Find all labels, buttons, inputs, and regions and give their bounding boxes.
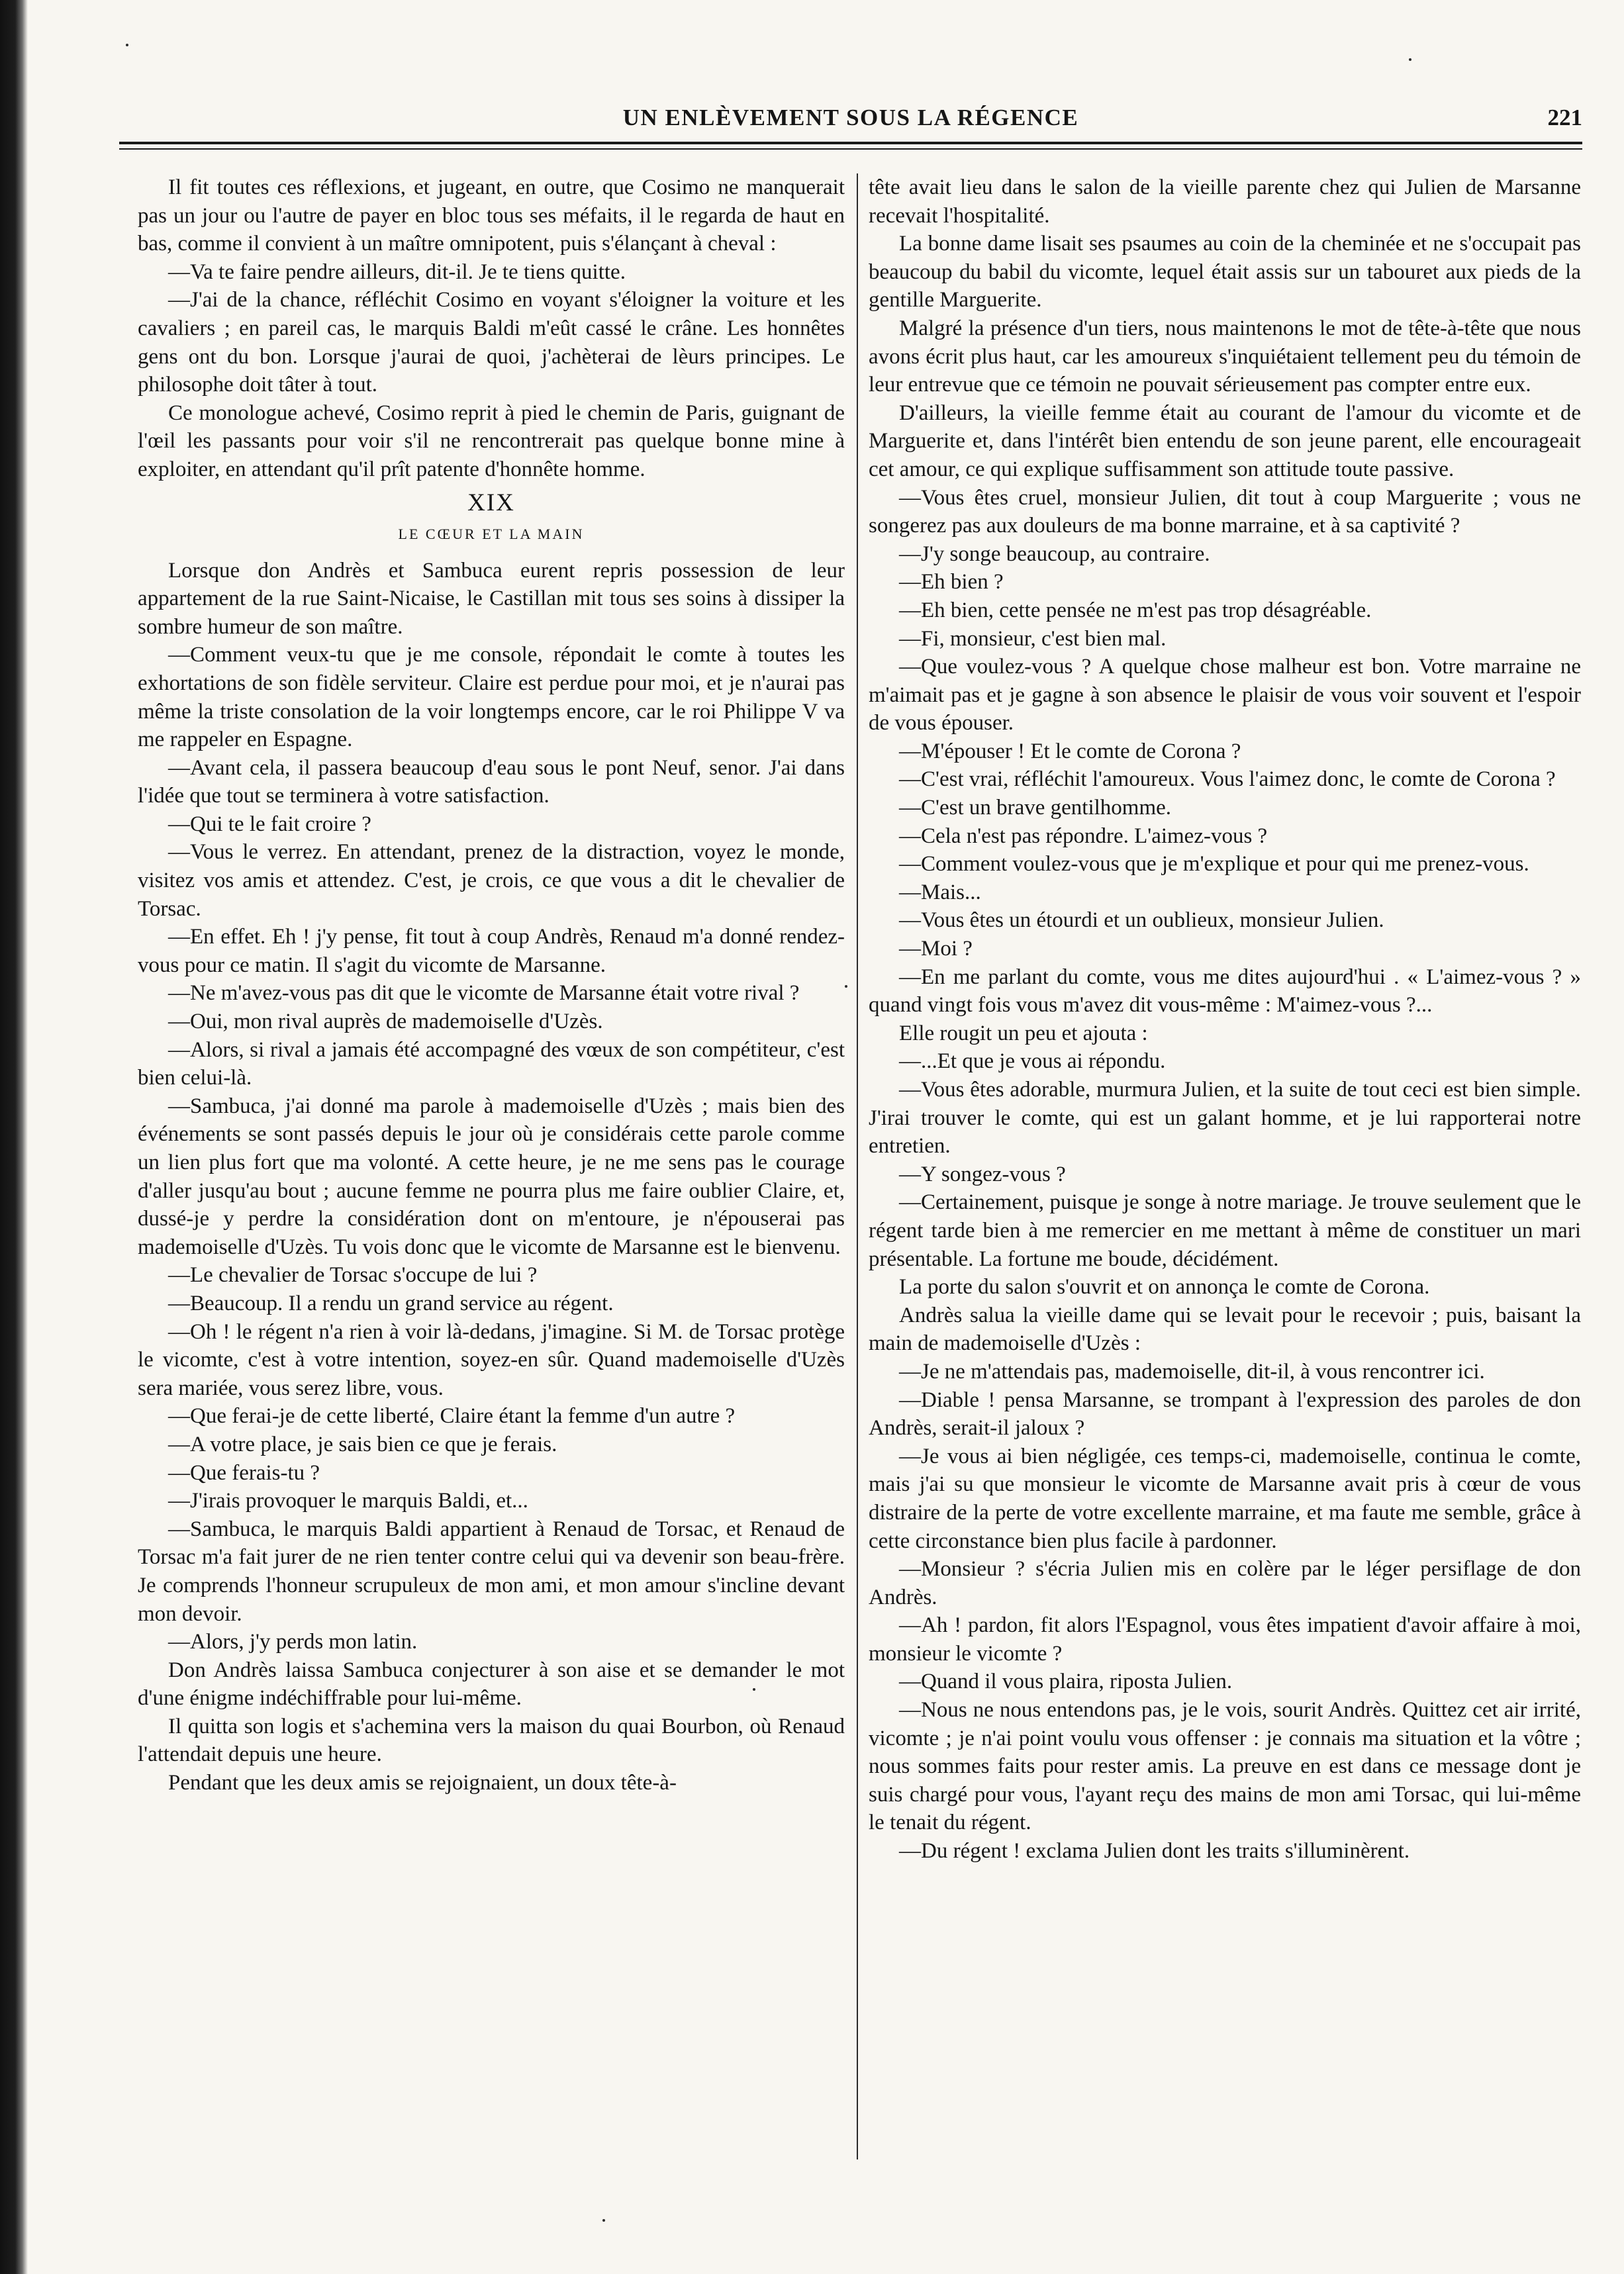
paragraph: tête avait lieu dans le salon de la vieille parente chez qui Julien de Marsanne recevait l'hospitalité. bbox=[869, 175, 1581, 228]
paragraph: —Vous êtes adorable, murmura Julien, et la suite de tout ceci est bien simple. J'irai trouver le comte, qui est un galant homme, et je lui rapporterai notre entretien. bbox=[869, 1078, 1581, 1159]
scan-speck bbox=[753, 1688, 755, 1691]
scan-speck bbox=[845, 985, 847, 988]
running-head bbox=[119, 105, 1582, 144]
paragraph: —Alors, si rival a jamais été accompagné des vœux de son compétiteur, c'est bien celui-là. bbox=[138, 1037, 845, 1090]
paragraph: —Y songez-vous ? bbox=[899, 1162, 1066, 1186]
paragraph: —Cela n'est pas répondre. L'aimez-vous ? bbox=[899, 824, 1268, 848]
paragraph: La bonne dame lisait ses psaumes au coin de la cheminée et ne s'occupait pas beaucoup du babil du vicomte, lequel était assis sur un tabouret aux pieds de la gentille Marguerite. bbox=[869, 232, 1581, 312]
paragraph: —En effet. Eh ! j'y pense, fit tout à coup Andrès, Renaud m'a donné rendez-vous pour ce matin. Il s'agit du vicomte de Marsanne. bbox=[138, 925, 845, 977]
paragraph: —Que voulez-vous ? A quelque chose malheur est bon. Votre marraine ne m'aimait pas et je gagne à son absence le plaisir de vous voir souvent et l'espoir de vous épouser. bbox=[869, 655, 1581, 735]
paragraph: —Qui te le fait croire ? bbox=[168, 812, 371, 836]
running-title: UN ENLÈVEMENT SOUS LA RÉGENCE bbox=[622, 105, 1079, 130]
paragraph: —J'ai de la chance, réfléchit Cosimo en voyant s'éloigner la voiture et les cavaliers ; en pareil cas, le marquis Baldi m'eût cassé le crâne. Les honnêtes gens ont du bon. Lorsque j'aurai de quoi, j'achèterai de lèurs principes. Le philosophe doit tâter à tout. bbox=[138, 288, 845, 397]
paragraph: —Certainement, puisque je songe à notre mariage. Je trouve seulement que le régent tarde bien à me remercier en me mettant à même de constituer un mari présentable. La fortune me boude, décidément. bbox=[869, 1190, 1581, 1271]
scan-speck bbox=[126, 44, 128, 46]
paragraph: Il fit toutes ces réflexions, et jugeant, en outre, que Cosimo ne manquerait pas un jour ou l'autre de payer en bloc tous ses méfaits, il le regarda de haut en bas, comme il convient à un maître omnipotent, puis s'élançant à cheval : bbox=[138, 175, 845, 256]
left-column bbox=[138, 173, 845, 1797]
paragraph: —Sambuca, le marquis Baldi appartient à Renaud de Torsac, et Renaud de Torsac m'a fait jurer de ne rien tenter contre celui qui va devenir son beau-frère. Je comprends l'honneur scrupuleux de mon ami, et mon amour s'incline devant mon devoir. bbox=[138, 1517, 845, 1626]
scan-speck bbox=[1409, 58, 1411, 61]
paragraph: —Oh ! le régent n'a rien à voir là-dedans, j'imagine. Si M. de Torsac protège le vicomte, c'est à votre intention, soyez-en sûr. Quand mademoiselle d'Uzès sera mariée, vous serez libre, vous. bbox=[138, 1319, 845, 1400]
paragraph: —Eh bien ? bbox=[899, 570, 1004, 594]
paragraph: —Mais... bbox=[899, 880, 981, 904]
paragraph: Elle rougit un peu et ajouta : bbox=[899, 1021, 1148, 1045]
paragraph: —C'est vrai, réfléchit l'amoureux. Vous l'aimez donc, le comte de Corona ? bbox=[899, 767, 1556, 792]
paragraph: —Je ne m'attendais pas, mademoiselle, dit-il, à vous rencontrer ici. bbox=[899, 1359, 1485, 1384]
paragraph: Il quitta son logis et s'achemina vers la maison du quai Bourbon, où Renaud l'attendait depuis une heure. bbox=[138, 1714, 845, 1767]
paragraph: —Moi ? bbox=[899, 937, 973, 961]
paragraph: —...Et que je vous ai répondu. bbox=[899, 1049, 1166, 1074]
paragraph: Lorsque don Andrès et Sambuca eurent repris possession de leur appartement de la rue Saint-Nicaise, le Castillan mit tous ses soins à dissiper la sombre humeur de son maître. bbox=[138, 558, 845, 639]
chapter-text bbox=[138, 557, 845, 1797]
paragraph: —Du régent ! exclama Julien dont les traits s'illuminèrent. bbox=[899, 1839, 1410, 1864]
paragraph: D'ailleurs, la vieille femme était au courant de l'amour du vicomte et de Marguerite et, dans l'intérêt bien entendu de son jeune parent, elle encourageait cet amour, ce qui explique suffisamment son attitude toute passive. bbox=[869, 401, 1581, 481]
page-number: 221 bbox=[1547, 105, 1582, 130]
paragraph: —Ne m'avez-vous pas dit que le vicomte de Marsanne était votre rival ? bbox=[168, 981, 800, 1006]
paragraph: —Nous ne nous entendons pas, je le vois, sourit Andrès. Quittez cet air irrité, vicomte ; je n'ai point voulu vous offenser : je connais ma situation et la vôtre ; nous sommes faits pour rester amis. La preuve en est dans ce message dont je suis chargé pour vous, l'ayant reçu des mains de mon ami Torsac, qui lui-même le tenait du régent. bbox=[869, 1698, 1581, 1835]
header-rule-thick bbox=[119, 142, 1582, 144]
paragraph: Ce monologue achevé, Cosimo reprit à pied le chemin de Paris, guignant de l'œil les passants pour voir s'il ne rencontrerait pas quelque bonne mine à exploiter, en attendant qu'il prît patente d'honnête homme. bbox=[138, 401, 845, 481]
paragraph: —Avant cela, il passera beaucoup d'eau sous le pont Neuf, senor. J'ai dans l'idée que tout se terminera à votre satisfaction. bbox=[138, 755, 845, 808]
paragraph: —Oui, mon rival auprès de mademoiselle d'Uzès. bbox=[168, 1010, 603, 1034]
paragraph: —Sambuca, j'ai donné ma parole à mademoiselle d'Uzès ; mais bien des événements se sont passés depuis le jour où je considérais cette parole comme un lien plus fort que ma volonté. A cette heure, je ne me sens pas le courage d'aller jusqu'au bout ; aucune femme ne pourra plus me faire oublier Claire, et, dussé-je y perdre la considération dont on m'entoure, je n'épouserai pas mademoiselle d'Uzès. Tu vois donc que le vicomte de Marsanne est le bienvenu. bbox=[138, 1094, 845, 1259]
right-column-text bbox=[869, 173, 1581, 1866]
paragraph: —Je vous ai bien négligée, ces temps-ci, mademoiselle, continua le comte, mais j'ai su que monsieur le vicomte de Marsanne avait pris à cœur de vous distraire de la perte de votre excellente marraine, et ma faute me semble, grâce à cette circonstance bien plus facile à pardonner. bbox=[869, 1444, 1581, 1553]
paragraph: —Comment voulez-vous que je m'explique et pour qui me prenez-vous. bbox=[899, 852, 1529, 876]
paragraph: —Beaucoup. Il a rendu un grand service au régent. bbox=[168, 1291, 614, 1315]
paragraph: —Que ferais-tu ? bbox=[168, 1460, 320, 1485]
paragraph: —M'épouser ! Et le comte de Corona ? bbox=[899, 739, 1241, 763]
paragraph: —Fi, monsieur, c'est bien mal. bbox=[899, 626, 1167, 651]
header-rule-thin bbox=[119, 148, 1582, 150]
paragraph: —Vous le verrez. En attendant, prenez de la distraction, voyez le monde, visitez vos amis et attendez. C'est, je crois, ce que vous a dit le chevalier de Torsac. bbox=[138, 840, 845, 921]
paragraph: Don Andrès laissa Sambuca conjecturer à son aise et se demander le mot d'une énigme indéchiffrable pour lui-même. bbox=[138, 1658, 845, 1711]
paragraph: —J'irais provoquer le marquis Baldi, et... bbox=[168, 1489, 528, 1513]
scan-binding-edge bbox=[0, 0, 28, 2274]
paragraph: —C'est un brave gentilhomme. bbox=[899, 796, 1172, 820]
paragraph: —Comment veux-tu que je me console, répondait le comte à toutes les exhortations de son fidèle serviteur. Claire est perdue pour moi, et je n'aurai pas même la triste consolation de la voir longtemps encore, car le roi Philippe V va me rappeler en Espagne. bbox=[138, 643, 845, 752]
paragraph: —Que ferai-je de cette liberté, Claire étant la femme d'un autre ? bbox=[168, 1404, 736, 1429]
paragraph: —A votre place, je sais bien ce que je ferais. bbox=[168, 1432, 557, 1456]
chapter-number: XIX bbox=[467, 489, 515, 516]
column-divider bbox=[857, 173, 858, 2159]
paragraph: Pendant que les deux amis se rejoignaient, un doux tête-à- bbox=[168, 1771, 677, 1795]
paragraph: —Quand il vous plaira, riposta Julien. bbox=[899, 1670, 1233, 1694]
paragraph: —Ah ! pardon, fit alors l'Espagnol, vous êtes impatient d'avoir affaire à moi, monsieur le vicomte ? bbox=[869, 1613, 1581, 1666]
paragraph: —En me parlant du comte, vous me dites aujourd'hui . « L'aimez-vous ? » quand vingt fois vous m'avez dit vous-même : M'aimez-vous ?... bbox=[869, 965, 1581, 1018]
paragraph: La porte du salon s'ouvrit et on annonça le comte de Corona. bbox=[899, 1275, 1430, 1300]
paragraph: Malgré la présence d'un tiers, nous maintenons le mot de tête-à-tête que nous avons écrit plus haut, car les amoureux s'inquiétaient tellement peu du témoin de leur entrevue que ce témoin ne pouvait sérieusement pas compter entre eux. bbox=[869, 316, 1581, 397]
paragraph: —Vous êtes un étourdi et un oublieux, monsieur Julien. bbox=[899, 908, 1384, 933]
paragraph: —Alors, j'y perds mon latin. bbox=[168, 1630, 418, 1654]
scan-speck bbox=[602, 2219, 605, 2222]
paragraph: —J'y songe beaucoup, au contraire. bbox=[899, 542, 1210, 566]
right-column bbox=[869, 173, 1581, 1866]
paragraph: Andrès salua la vieille dame qui se levait pour le recevoir ; puis, baisant la main de mademoiselle d'Uzès : bbox=[869, 1303, 1581, 1356]
paragraph: —Vous êtes cruel, monsieur Julien, dit tout à coup Marguerite ; vous ne songerez pas aux douleurs de ma bonne marraine, et à sa captivité ? bbox=[869, 485, 1581, 538]
paragraph: —Va te faire pendre ailleurs, dit-il. Je te tiens quitte. bbox=[168, 260, 626, 284]
paragraph: —Eh bien, cette pensée ne m'est pas trop désagréable. bbox=[899, 598, 1372, 622]
paragraph: —Monsieur ? s'écria Julien mis en colère par le léger persiflage de don Andrès. bbox=[869, 1557, 1581, 1609]
paragraph: —Diable ! pensa Marsanne, se trompant à l'expression des paroles de don Andrès, serait-il jaloux ? bbox=[869, 1388, 1581, 1441]
paragraph: —Le chevalier de Torsac s'occupe de lui ? bbox=[168, 1263, 538, 1288]
chapter-title: LE CŒUR ET LA MAIN bbox=[398, 525, 585, 542]
left-column-opening-text bbox=[138, 173, 845, 484]
